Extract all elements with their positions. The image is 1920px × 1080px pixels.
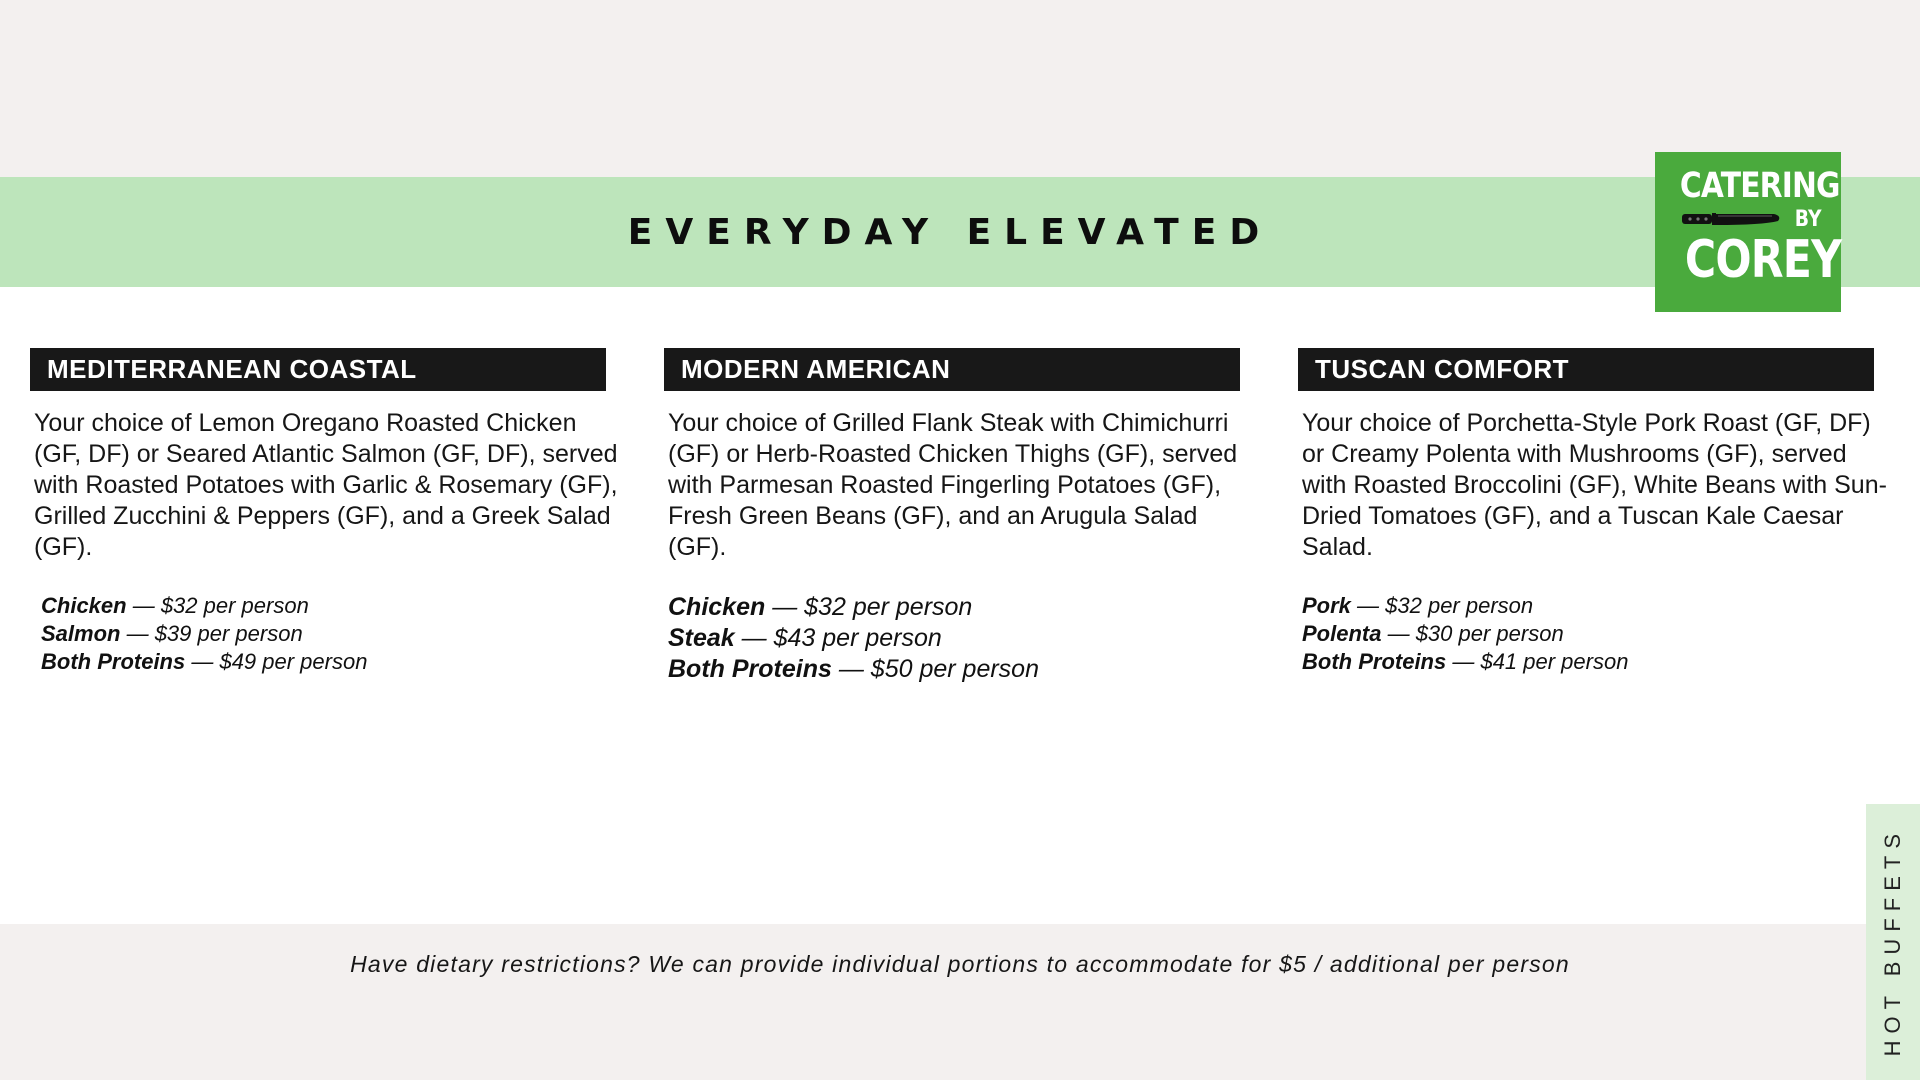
price-item: Both Proteins [1302,649,1447,674]
menu-description: Your choice of Porchetta-Style Pork Roast (GF, DF) or Creamy Polenta with Mushrooms (GF), served with Roasted Broccolini (GF), White Beans with Sun-Dried Tomatoes (GF), and a Tuscan Kale Caesar Salad. [1302,409,1887,561]
price-item: Pork [1302,593,1351,618]
price-line [1302,592,1874,620]
price-item: Steak [668,624,735,652]
knife-icon [1682,210,1782,228]
price-item: Polenta [1302,621,1382,646]
title-band [0,177,1920,290]
price-item: Both Proteins [41,649,186,674]
price-value: — $43 per person [734,624,942,652]
price-value: — $49 per person [185,649,368,674]
menu-column-mediterranean [30,348,618,676]
price-item: Chicken [41,593,127,618]
bottom-band [0,924,1866,1080]
price-line [668,654,1240,685]
price-line [1302,620,1874,648]
catering-by-corey-logo [1655,152,1841,312]
menu-header: MODERN AMERICAN [664,348,1240,391]
menu-description: Your choice of Lemon Oregano Roasted Chicken (GF, DF) or Seared Atlantic Salmon (GF, DF), served with Roasted Potatoes with Garlic & Rosemary (GF), Grilled Zucchini & Peppers (GF), and a Greek Salad (GF). [34,409,618,561]
menu-description: Your choice of Grilled Flank Steak with Chimichurri (GF) or Herb-Roasted Chicken Thighs (GF), served with Parmesan Roasted Fingerling Potatoes (GF), Fresh Green Beans (GF), and an Arugula Salad (GF). [668,409,1238,561]
menu-column-modern-american [664,348,1240,685]
side-tab-label: HOT BUFFETS [1880,827,1905,1057]
page-title: EVERYDAY ELEVATED [627,211,1273,253]
price-line [668,623,1240,654]
menu-header: TUSCAN COMFORT [1298,348,1874,391]
price-line [1302,648,1874,676]
price-value: — $32 per person [1350,593,1534,618]
price-list [668,592,1240,685]
price-line [41,620,606,648]
menu-column-tuscan [1298,348,1887,676]
price-value: — $50 per person [831,655,1039,683]
logo-line-by: BY [1794,206,1821,232]
price-item: Salmon [41,621,121,646]
price-item: Chicken [668,593,766,621]
price-line [41,648,606,676]
menu-header: MEDITERRANEAN COASTAL [30,348,606,391]
price-line [668,592,1240,623]
price-list [1302,592,1874,676]
dietary-note: Have dietary restrictions? We can provide individual portions to accommodate for $5 / additional per person [350,951,1570,977]
price-value: — $32 per person [126,593,309,618]
price-list [41,592,606,676]
logo-line-catering: CATERING [1679,166,1840,206]
side-tab [1866,804,1920,1080]
logo-by-row [1655,206,1821,232]
price-line [41,592,606,620]
price-item: Both Proteins [668,655,832,683]
logo-line-corey: COREY [1684,230,1842,290]
top-band [0,0,1920,177]
price-value: — $30 per person [1381,621,1564,646]
price-value: — $32 per person [765,593,973,621]
price-value: — $41 per person [1446,649,1629,674]
price-value: — $39 per person [120,621,303,646]
